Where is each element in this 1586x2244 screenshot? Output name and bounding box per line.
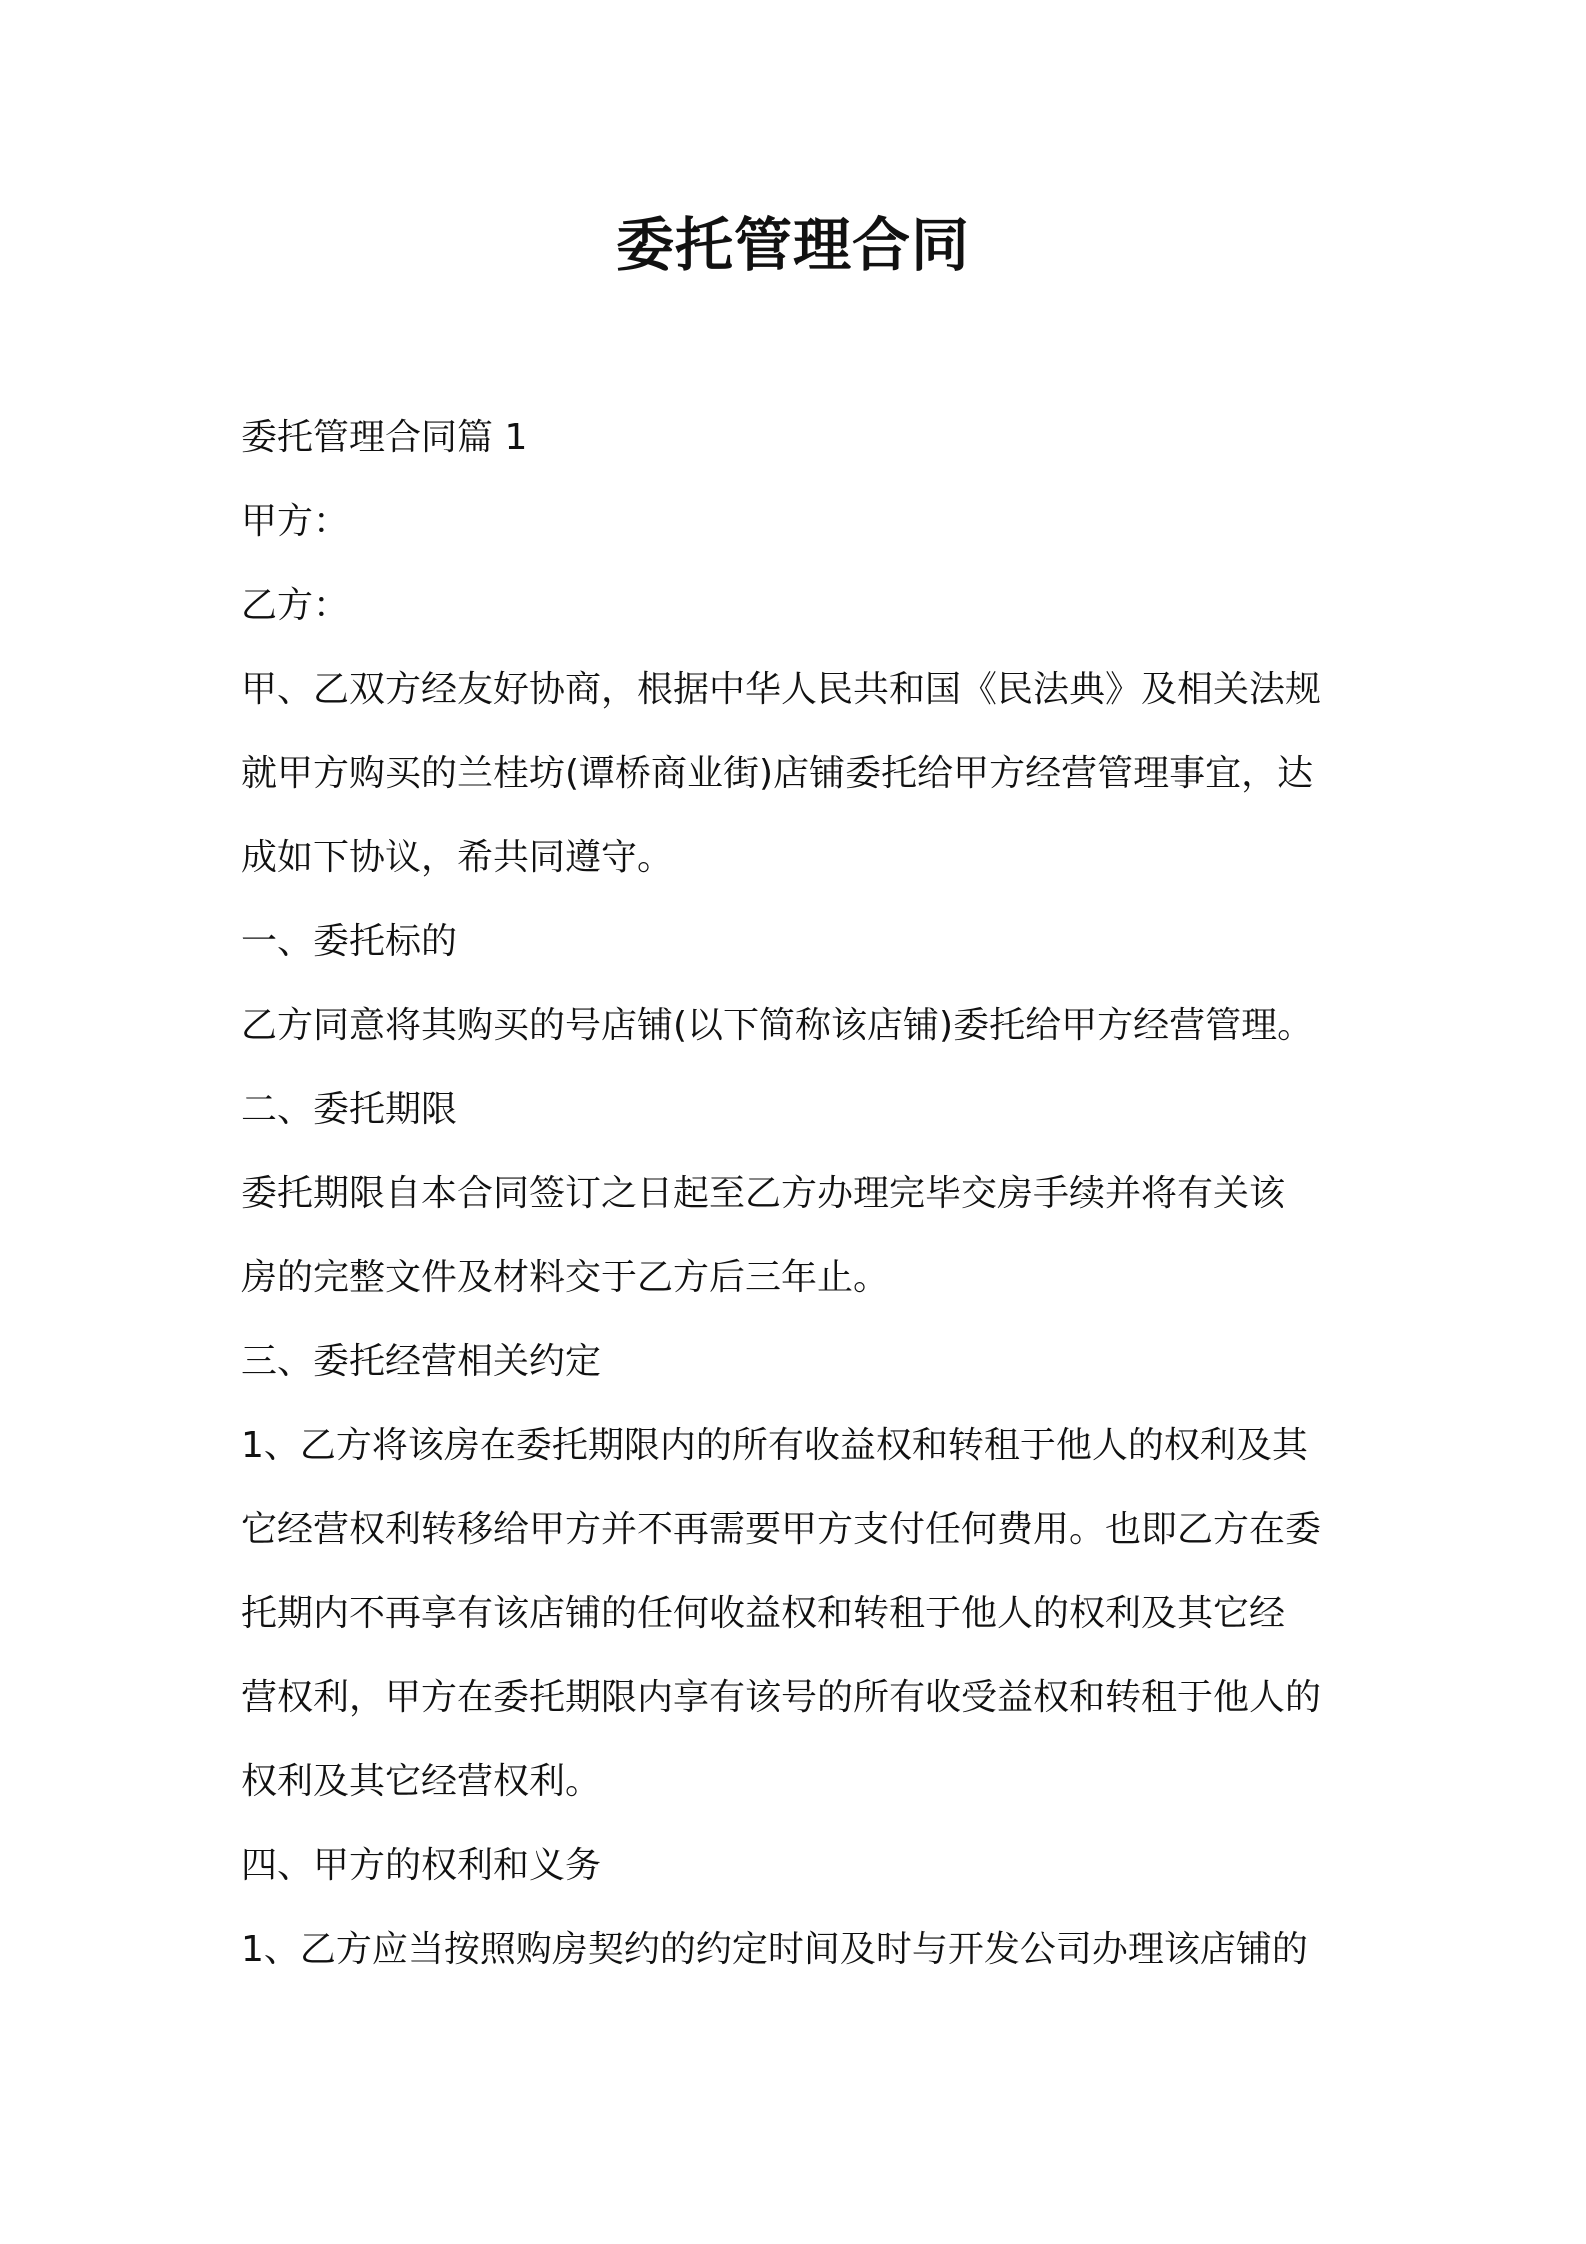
document-body bbox=[241, 396, 1361, 1992]
clause-3-1-line-2: 它经营权利转移给甲方并不再需要甲方支付任何费用。也即乙方在委 bbox=[241, 1509, 1322, 1550]
clause-3-1-line-1: 1、乙方将该房在委托期限内的所有收益权和转租于他人的权利及其 bbox=[241, 1425, 1308, 1466]
preamble-line-2: 就甲方购买的兰桂坊(谭桥商业街)店铺委托给甲方经营管理事宜，达 bbox=[241, 753, 1314, 794]
clause-3-1-line-5: 权利及其它经营权利。 bbox=[241, 1761, 602, 1802]
clause-1-text: 乙方同意将其购买的号店铺(以下简称该店铺)委托给甲方经营管理。 bbox=[241, 1005, 1314, 1046]
preamble-line-1: 甲、乙双方经友好协商，根据中华人民共和国《民法典》及相关法规 bbox=[241, 669, 1322, 710]
clause-4-1-line-1: 1、乙方应当按照购房契约的约定时间及时与开发公司办理该店铺的 bbox=[241, 1929, 1308, 1970]
party-a-field: 甲方： bbox=[241, 501, 350, 542]
clause-heading-2: 二、委托期限 bbox=[241, 1089, 458, 1130]
preamble-line-3: 成如下协议，希共同遵守。 bbox=[241, 837, 674, 878]
clause-2-line-2: 房的完整文件及材料交于乙方后三年止。 bbox=[241, 1257, 890, 1298]
clause-2-line-1: 委托期限自本合同签订之日起至乙方办理完毕交房手续并将有关该 bbox=[241, 1173, 1286, 1214]
clause-heading-3: 三、委托经营相关约定 bbox=[241, 1341, 602, 1382]
clause-heading-4: 四、甲方的权利和义务 bbox=[241, 1845, 602, 1886]
document-title: 委托管理合同 bbox=[615, 211, 970, 279]
clause-3-1-line-3: 托期内不再享有该店铺的任何收益权和转租于他人的权利及其它经 bbox=[241, 1593, 1286, 1634]
section-heading-part-1: 委托管理合同篇 1 bbox=[241, 417, 528, 458]
clause-3-1-line-4: 营权利，甲方在委托期限内享有该号的所有收受益权和转租于他人的 bbox=[241, 1677, 1322, 1718]
party-b-field: 乙方： bbox=[241, 585, 350, 626]
clause-heading-1: 一、委托标的 bbox=[241, 921, 458, 962]
